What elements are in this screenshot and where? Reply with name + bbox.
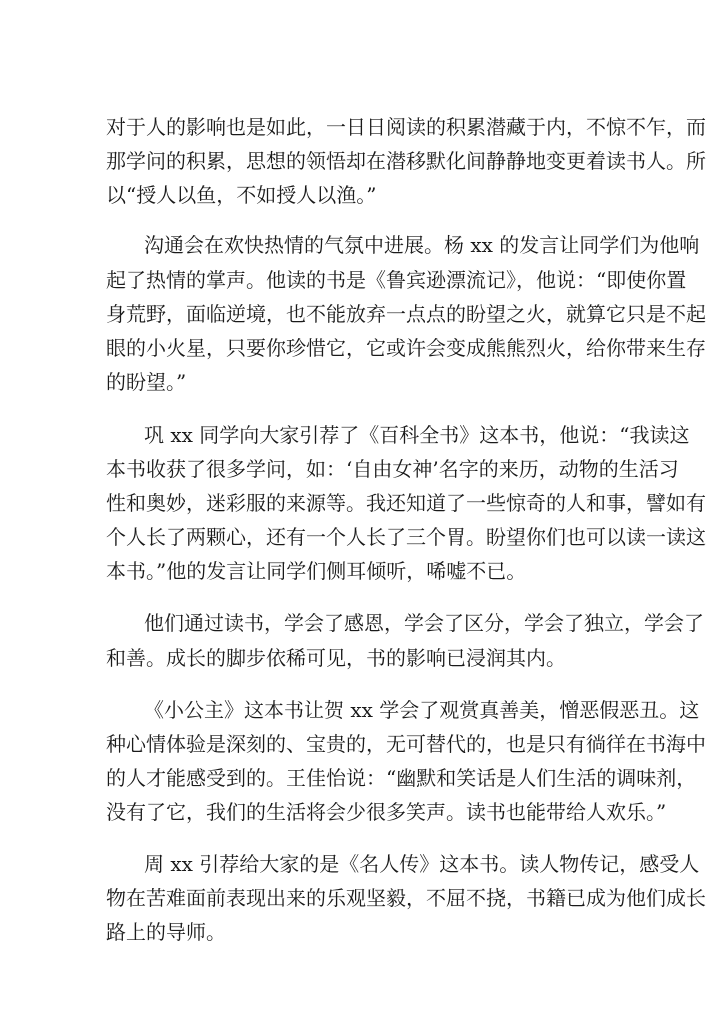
paragraph-first-line: 他们通过读书，学会了感恩，学会了区分，学会了独立，学会了 xyxy=(144,611,704,635)
text-line: 本书收获了很多学问，如：‘自由女神’名字的来历，动物的生活习 xyxy=(106,457,679,481)
text-line: 性和奥妙，迷彩服的来源等。我还知道了一些惊奇的人和事，譬如有 xyxy=(106,491,706,515)
text-line: 的盼望。” xyxy=(106,370,187,394)
text-line: 以“授人以鱼，不如授人以渔。” xyxy=(106,183,377,207)
text-line: 没有了它，我们的生活将会少很多笑声。读书也能带给人欢乐。” xyxy=(106,800,667,824)
text-line: 眼的小火星，只要你珍惜它，它或许会变成熊熊烈火，给你带来生存 xyxy=(106,336,706,360)
paragraph-first-line: 周 xx 引荐给大家的是《名人传》这本书。读人物传记，感受人 xyxy=(144,852,700,876)
paragraph-first-line: 巩 xx 同学向大家引荐了《百科全书》这本书，他说：“我读这 xyxy=(144,423,690,447)
text-line: 起了热情的掌声。他读的书是《鲁宾逊漂流记》，他说：“即使你置 xyxy=(106,268,687,292)
text-line: 那学问的积累，思想的领悟却在潜移默化间静静地变更着读书人。所 xyxy=(106,149,706,173)
text-line: 物在苦难面前表现出来的乐观坚毅，不屈不挠，书籍已成为他们成长 xyxy=(106,886,706,910)
text-line: 的人才能感受到的。王佳怡说：“幽默和笑话是人们生活的调味剂， xyxy=(106,766,697,790)
text-line: 个人长了两颗心，还有一个人长了三个胃。盼望你们也可以读一读这 xyxy=(106,525,706,549)
text-line: 对于人的影响也是如此，一日日阅读的积累潜藏于内，不惊不乍，而 xyxy=(106,115,706,139)
paragraph-first-line: 《小公主》这本书让贺 xx 学会了观赏真善美，憎恶假恶丑。这 xyxy=(144,698,700,722)
text-line: 种心情体验是深刻的、宝贵的，无可替代的，也是只有徜徉在书海中 xyxy=(106,732,706,756)
text-line: 本书。”他的发言让同学们侧耳倾听，唏嘘不已。 xyxy=(106,559,527,583)
text-line: 身荒野，面临逆境，也不能放弃一点点的盼望之火，就算它只是不起 xyxy=(106,302,706,326)
text-line: 和善。成长的脚步依稀可见，书的影响已浸润其内。 xyxy=(106,646,566,670)
paragraph-first-line: 沟通会在欢快热情的气氛中进展。杨 xx 的发言让同学们为他响 xyxy=(144,233,700,257)
text-line: 路上的导师。 xyxy=(106,920,226,944)
